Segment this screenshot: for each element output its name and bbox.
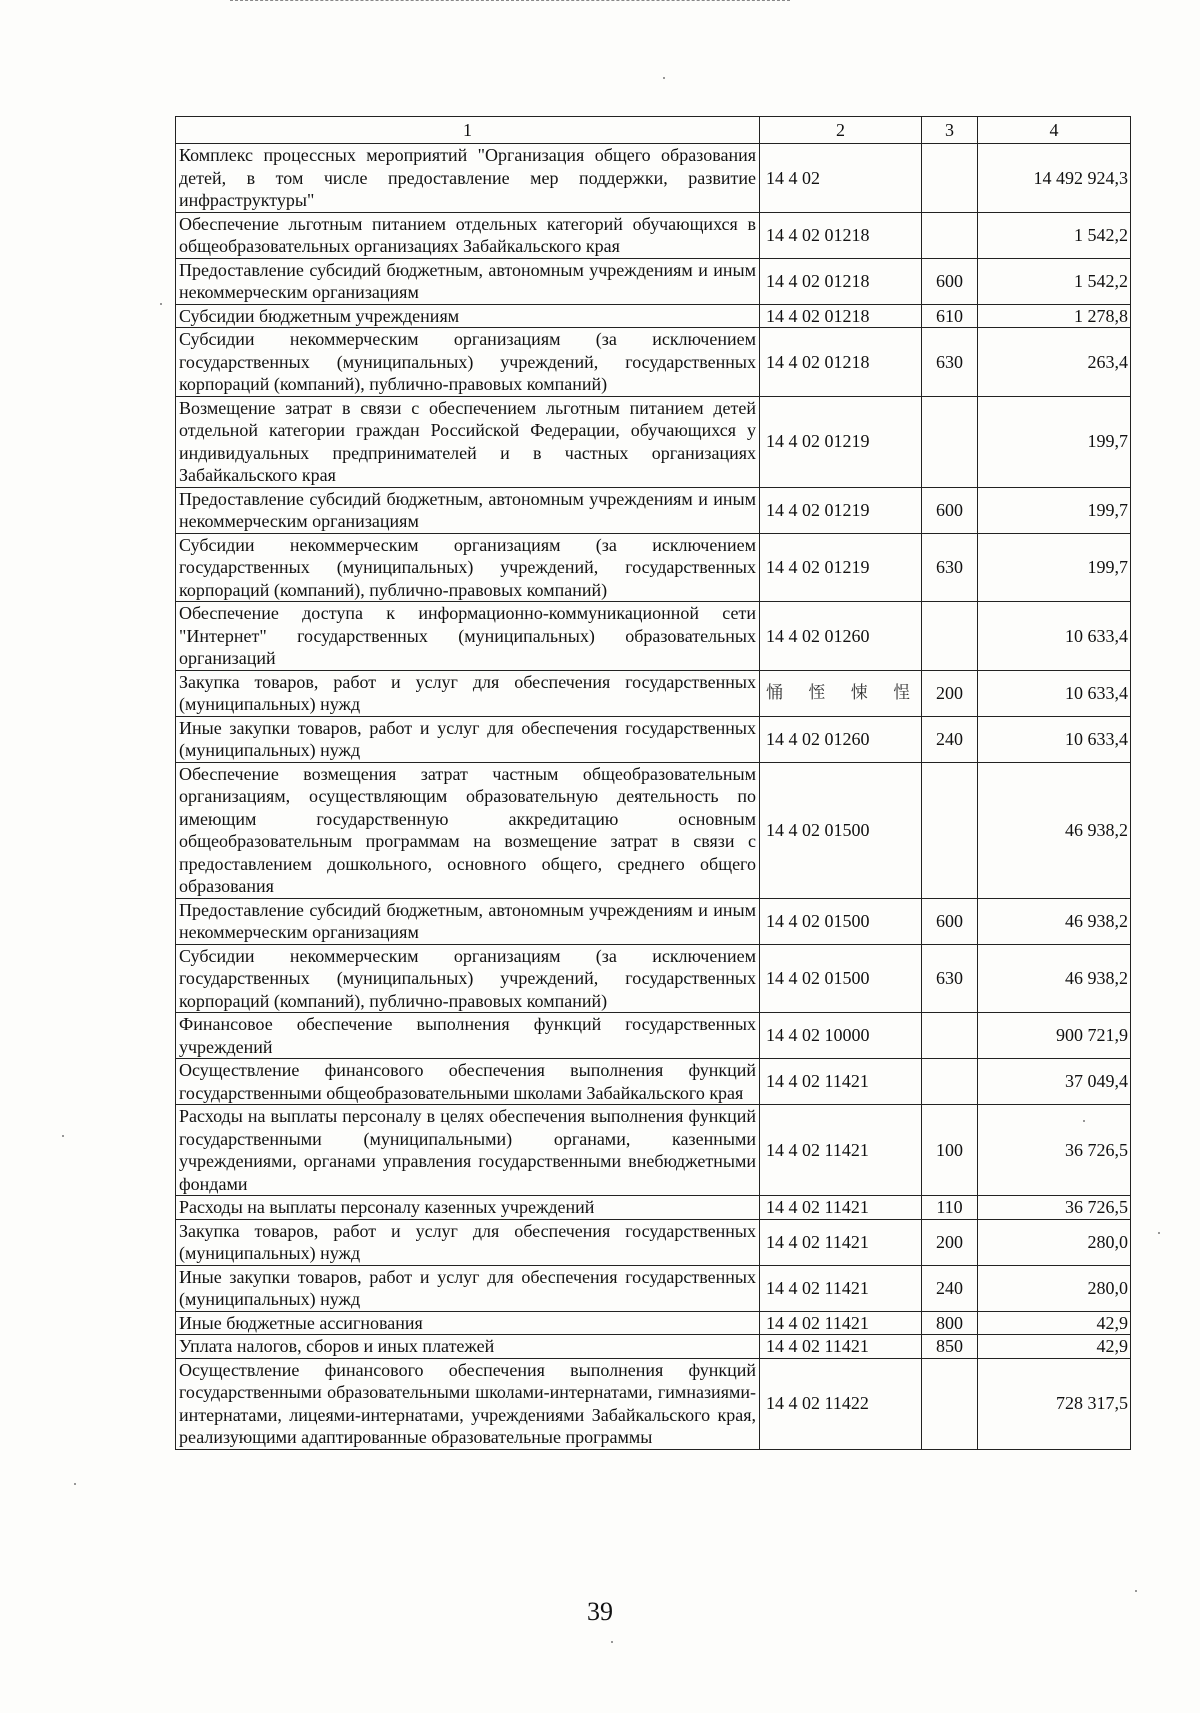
table-row: [176, 258, 1131, 304]
header-cell: 2: [760, 117, 922, 144]
expense-type-cell: 600: [922, 487, 978, 533]
amount-cell: 1 278,8: [978, 304, 1131, 328]
header-cell: 1: [176, 117, 760, 144]
table-row: [176, 1013, 1131, 1059]
table-row: [176, 716, 1131, 762]
target-code-cell: 14 4 02 01500: [760, 944, 922, 1013]
amount-cell: 280,0: [978, 1265, 1131, 1311]
target-code-cell: 14 4 02 11421: [760, 1311, 922, 1335]
target-code-cell: 14 4 02 11421: [760, 1059, 922, 1105]
amount-cell: 10 633,4: [978, 602, 1131, 671]
target-code-cell: 悀 恎 悚 悜: [760, 670, 922, 716]
table-row: [176, 762, 1131, 898]
amount-cell: 42,9: [978, 1311, 1131, 1335]
expense-name-cell: Расходы на выплаты персоналу казенных учреждений: [176, 1196, 760, 1220]
table-row: [176, 328, 1131, 397]
amount-cell: 37 049,4: [978, 1059, 1131, 1105]
target-code-cell: 14 4 02 11421: [760, 1219, 922, 1265]
table-row: [176, 898, 1131, 944]
table-row: [176, 1311, 1131, 1335]
target-code-cell: 14 4 02 01218: [760, 258, 922, 304]
expense-type-cell: 600: [922, 258, 978, 304]
amount-cell: 199,7: [978, 533, 1131, 602]
header-cell: 3: [922, 117, 978, 144]
amount-cell: 199,7: [978, 487, 1131, 533]
header-cell: 4: [978, 117, 1131, 144]
expense-name-cell: Предоставление субсидий бюджетным, автономным учреждениям и иным некоммерческим организациям: [176, 487, 760, 533]
target-code-cell: 14 4 02 01219: [760, 396, 922, 487]
table-row: [176, 1105, 1131, 1196]
amount-cell: 46 938,2: [978, 762, 1131, 898]
expense-type-cell: 110: [922, 1196, 978, 1220]
table-row: [176, 1219, 1131, 1265]
expense-name-cell: Субсидии некоммерческим организациям (за исключением государственных (муниципальных) учреждений, государственных корпораций (компаний), публично-правовых компаний): [176, 944, 760, 1013]
table-row: [176, 1335, 1131, 1359]
expense-type-cell: 850: [922, 1335, 978, 1359]
expense-type-cell: [922, 396, 978, 487]
amount-cell: 263,4: [978, 328, 1131, 397]
table-row: [176, 602, 1131, 671]
expense-name-cell: Обеспечение льготным питанием отдельных категорий обучающихся в общеобразовательных организациях Забайкальского края: [176, 212, 760, 258]
target-code-cell: 14 4 02 01260: [760, 716, 922, 762]
expense-name-cell: Иные закупки товаров, работ и услуг для обеспечения государственных (муниципальных) нужд: [176, 1265, 760, 1311]
amount-cell: 36 726,5: [978, 1196, 1131, 1220]
expense-type-cell: [922, 1358, 978, 1449]
expense-type-cell: 100: [922, 1105, 978, 1196]
expense-type-cell: [922, 212, 978, 258]
amount-cell: 728 317,5: [978, 1358, 1131, 1449]
target-code-cell: 14 4 02 11421: [760, 1265, 922, 1311]
table-row: [176, 212, 1131, 258]
expense-name-cell: Закупка товаров, работ и услуг для обеспечения государственных (муниципальных) нужд: [176, 670, 760, 716]
expense-type-cell: 800: [922, 1311, 978, 1335]
target-code-cell: 14 4 02 01500: [760, 762, 922, 898]
expense-type-cell: [922, 1013, 978, 1059]
expense-type-cell: 630: [922, 944, 978, 1013]
expense-type-cell: 200: [922, 670, 978, 716]
expense-type-cell: [922, 144, 978, 213]
expense-type-cell: [922, 762, 978, 898]
expense-name-cell: Субсидии некоммерческим организациям (за исключением государственных (муниципальных) учреждений, государственных корпораций (компаний), публично-правовых компаний): [176, 533, 760, 602]
expense-name-cell: Предоставление субсидий бюджетным, автономным учреждениям и иным некоммерческим организациям: [176, 898, 760, 944]
expense-name-cell: Субсидии некоммерческим организациям (за исключением государственных (муниципальных) учреждений, государственных корпораций (компаний), публично-правовых компаний): [176, 328, 760, 397]
target-code-cell: 14 4 02 11421: [760, 1105, 922, 1196]
expense-type-cell: 610: [922, 304, 978, 328]
target-code-cell: 14 4 02: [760, 144, 922, 213]
expense-name-cell: Обеспечение возмещения затрат частным общеобразовательным организациям, осуществляющим образовательную деятельность по имеющим государственную аккредитацию основным общеобразовательным программам на возмещение затрат в связи с предоставлением дошкольного, основного общего, среднего общего образования: [176, 762, 760, 898]
target-code-cell: 14 4 02 10000: [760, 1013, 922, 1059]
expense-type-cell: [922, 602, 978, 671]
target-code-cell: 14 4 02 01500: [760, 898, 922, 944]
expense-name-cell: Субсидии бюджетным учреждениям: [176, 304, 760, 328]
expense-name-cell: Уплата налогов, сборов и иных платежей: [176, 1335, 760, 1359]
amount-cell: 36 726,5: [978, 1105, 1131, 1196]
amount-cell: 46 938,2: [978, 898, 1131, 944]
amount-cell: 1 542,2: [978, 212, 1131, 258]
target-code-cell: 14 4 02 01219: [760, 533, 922, 602]
expense-name-cell: Возмещение затрат в связи с обеспечением льготным питанием детей отдельной категории граждан Российской Федерации, обучающихся у индивидуальных предпринимателей и в частных организациях Забайкальского края: [176, 396, 760, 487]
budget-table: [175, 116, 1131, 1450]
target-code-cell: 14 4 02 01218: [760, 328, 922, 397]
target-code-cell: 14 4 02 11422: [760, 1358, 922, 1449]
table-row: [176, 396, 1131, 487]
target-code-cell: 14 4 02 11421: [760, 1196, 922, 1220]
amount-cell: 199,7: [978, 396, 1131, 487]
amount-cell: 14 492 924,3: [978, 144, 1131, 213]
scan-speck: [1083, 1120, 1085, 1122]
target-code-cell: 14 4 02 01218: [760, 304, 922, 328]
amount-cell: 42,9: [978, 1335, 1131, 1359]
expense-type-cell: 200: [922, 1219, 978, 1265]
table-row: [176, 487, 1131, 533]
scan-speck: [74, 1483, 76, 1485]
expense-name-cell: Иные бюджетные ассигнования: [176, 1311, 760, 1335]
expense-name-cell: Осуществление финансового обеспечения выполнения функций государственными образовательными школами-интернатами, гимназиями-интернатами, лицеями-интернатами, учреждениями Забайкальского края, реализующими адаптированные образовательные программы: [176, 1358, 760, 1449]
scan-speck: [1158, 1232, 1160, 1234]
expense-name-cell: Закупка товаров, работ и услуг для обеспечения государственных (муниципальных) нужд: [176, 1219, 760, 1265]
scan-speck: [160, 303, 162, 305]
table-row: [176, 533, 1131, 602]
table-row: [176, 144, 1131, 213]
table-row: [176, 944, 1131, 1013]
amount-cell: 1 542,2: [978, 258, 1131, 304]
scan-speck: [611, 1641, 613, 1643]
table-row: [176, 1196, 1131, 1220]
expense-type-cell: 600: [922, 898, 978, 944]
expense-name-cell: Расходы на выплаты персоналу в целях обеспечения выполнения функций государственными (муниципальными) органами, казенными учреждениями, органами управления государственными внебюджетными фондами: [176, 1105, 760, 1196]
amount-cell: 900 721,9: [978, 1013, 1131, 1059]
expense-name-cell: Иные закупки товаров, работ и услуг для обеспечения государственных (муниципальных) нужд: [176, 716, 760, 762]
expense-type-cell: 240: [922, 716, 978, 762]
expense-type-cell: [922, 1059, 978, 1105]
target-code-cell: 14 4 02 01219: [760, 487, 922, 533]
scan-speck: [1135, 1590, 1137, 1592]
expense-name-cell: Финансовое обеспечение выполнения функций государственных учреждений: [176, 1013, 760, 1059]
table-header-row: [176, 117, 1131, 144]
amount-cell: 10 633,4: [978, 670, 1131, 716]
amount-cell: 10 633,4: [978, 716, 1131, 762]
target-code-cell: 14 4 02 01260: [760, 602, 922, 671]
table-row: [176, 1265, 1131, 1311]
table-row: [176, 670, 1131, 716]
expense-name-cell: Обеспечение доступа к информационно-коммуникационной сети "Интернет" государственных (муниципальных) образовательных организаций: [176, 602, 760, 671]
expense-type-cell: 630: [922, 328, 978, 397]
scan-speck: [663, 77, 665, 79]
amount-cell: 46 938,2: [978, 944, 1131, 1013]
table-row: [176, 1358, 1131, 1449]
scan-speck: [62, 1135, 64, 1137]
amount-cell: 280,0: [978, 1219, 1131, 1265]
expense-type-cell: 630: [922, 533, 978, 602]
page-number: 39: [587, 1597, 613, 1626]
expense-name-cell: Комплекс процессных мероприятий "Организация общего образования детей, в том числе предоставление мер поддержки, развитие инфраструктуры": [176, 144, 760, 213]
table-row: [176, 304, 1131, 328]
expense-type-cell: 240: [922, 1265, 978, 1311]
expense-name-cell: Осуществление финансового обеспечения выполнения функций государственными общеобразовательными школами Забайкальского края: [176, 1059, 760, 1105]
expense-name-cell: Предоставление субсидий бюджетным, автономным учреждениям и иным некоммерческим организациям: [176, 258, 760, 304]
table-row: [176, 1059, 1131, 1105]
target-code-cell: 14 4 02 11421: [760, 1335, 922, 1359]
scan-top-edge: [230, 0, 790, 3]
target-code-cell: 14 4 02 01218: [760, 212, 922, 258]
